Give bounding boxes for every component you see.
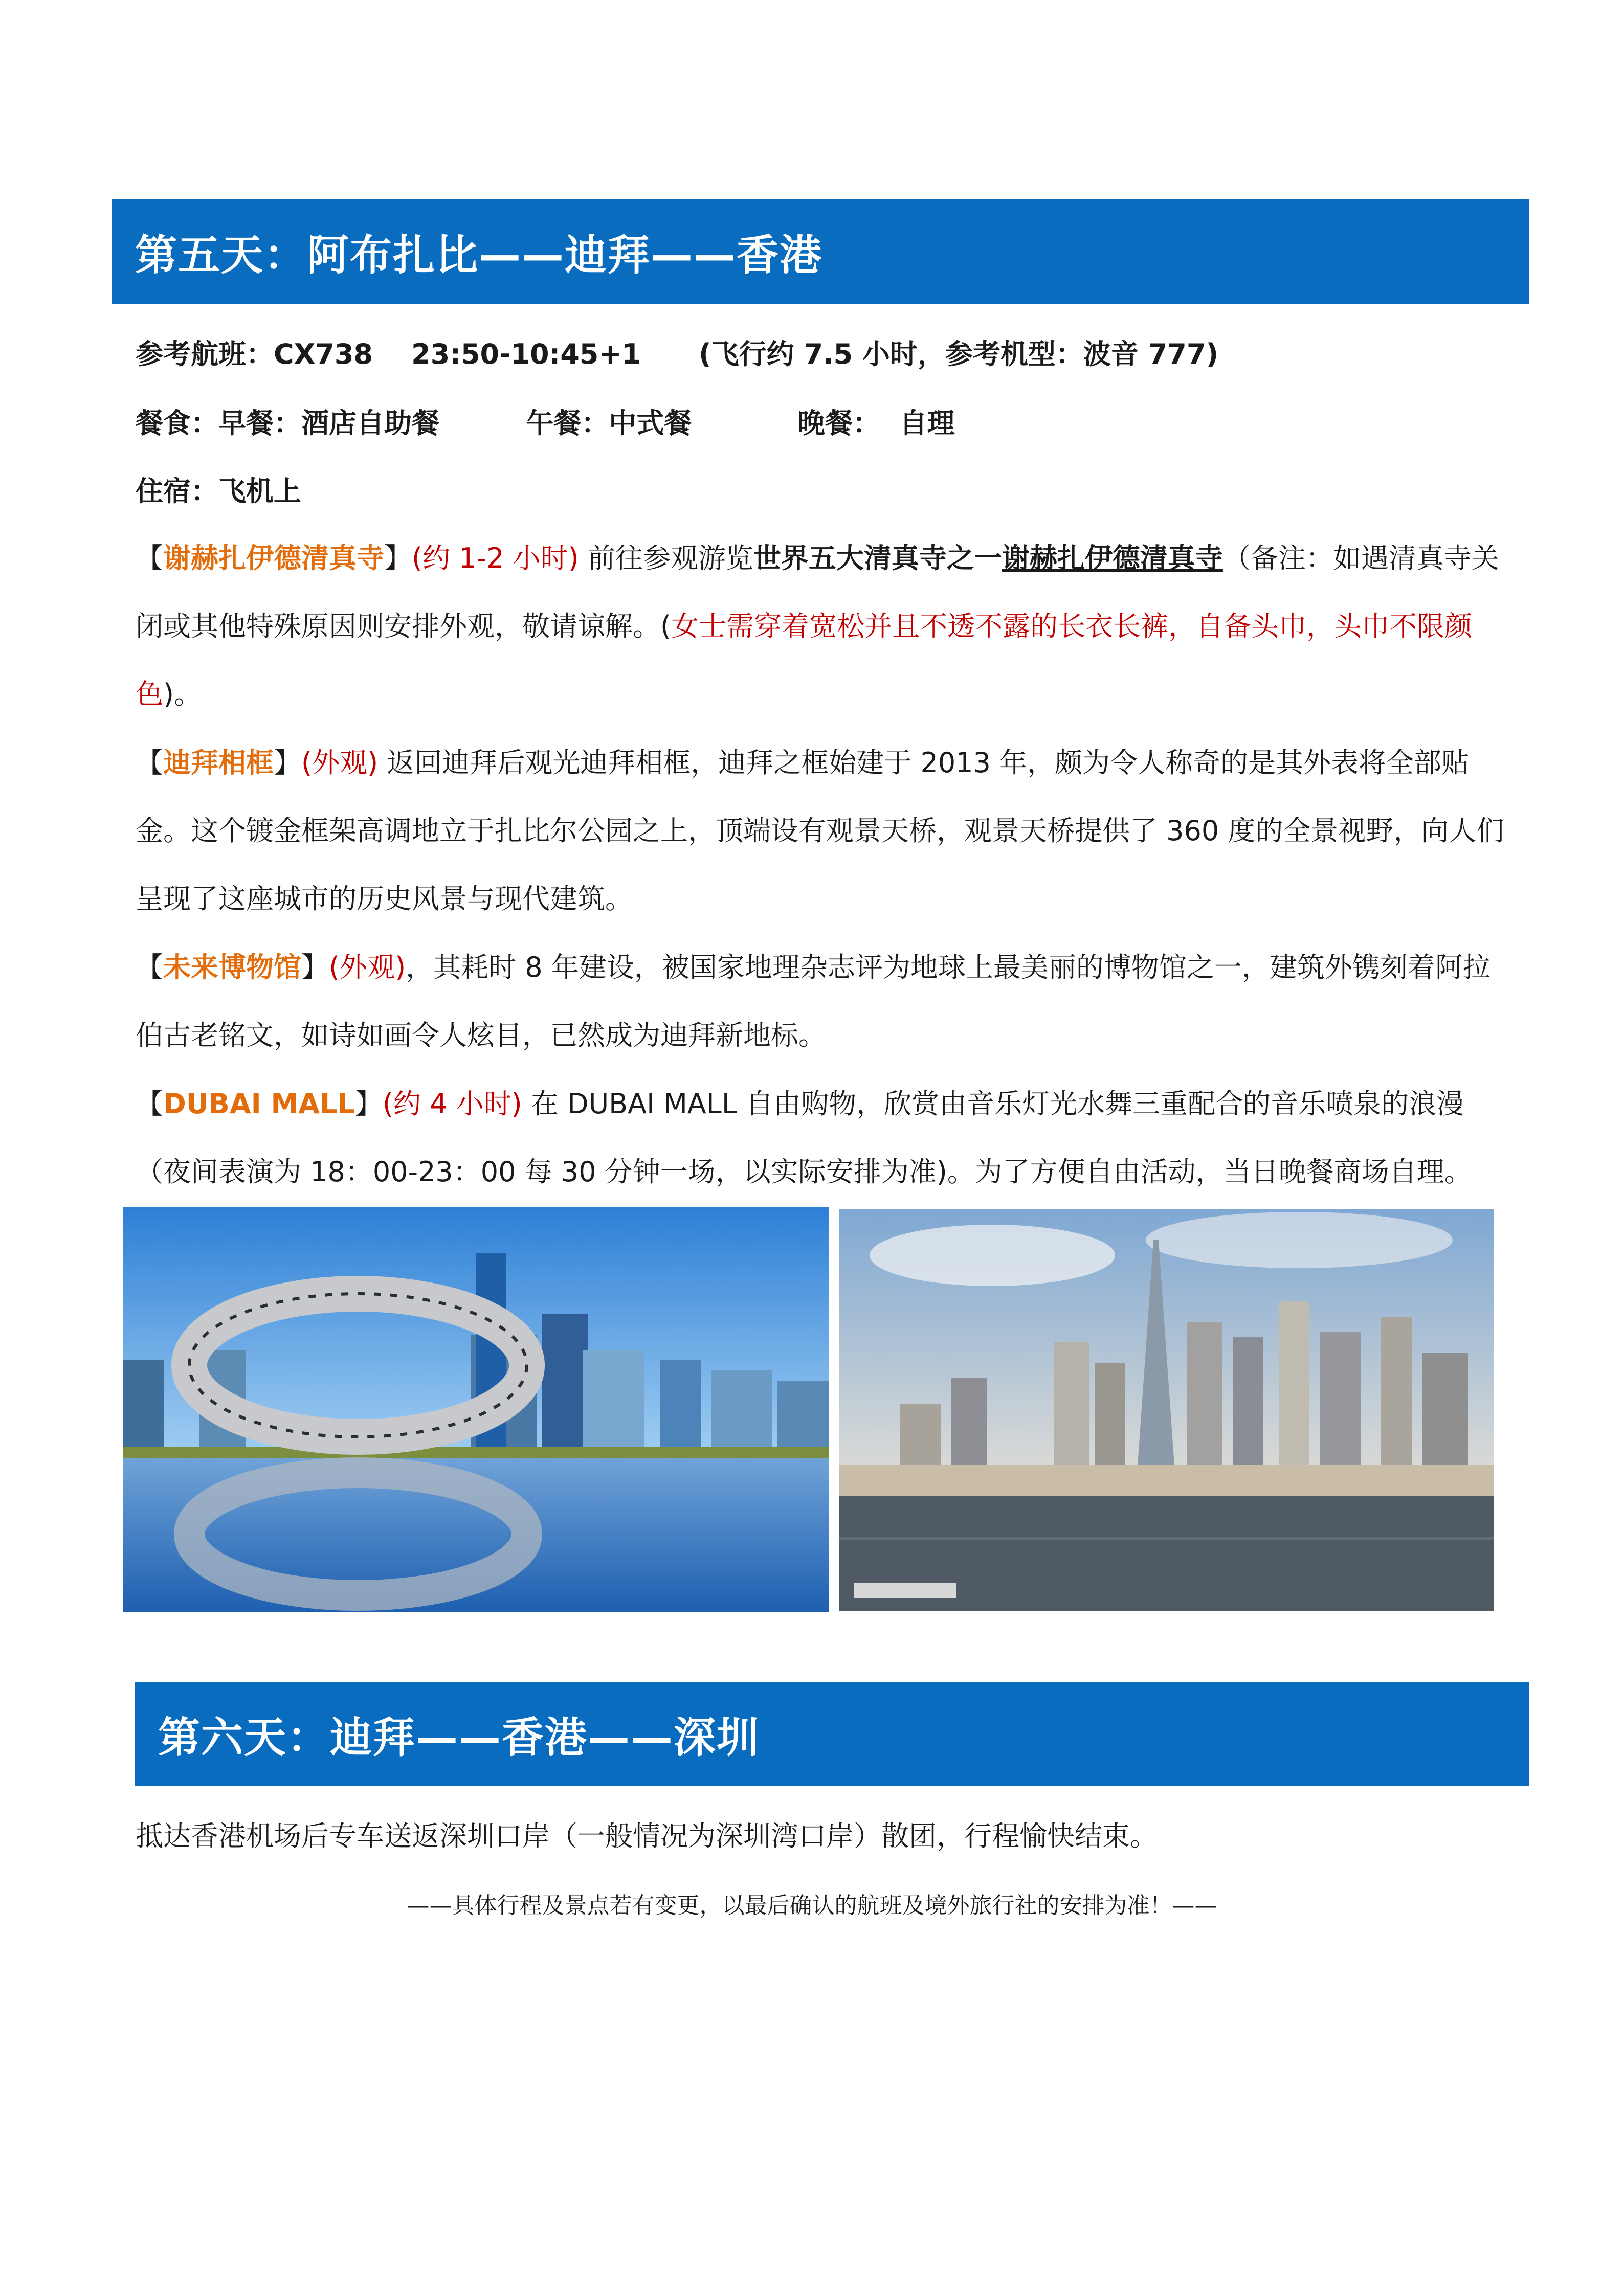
spot-mosque: 【谢赫扎伊德清真寺】(约 1-2 小时) 前往参观游览世界五大清真寺之一谢赫扎伊德清真寺（备注：如遇清真寺关闭或其他特殊原因则安排外观，敬请谅解。(女士需穿着宽松并且不透不露的长衣长裤，自备头巾，头巾不限颜色)。 (136, 542, 1499, 710)
day6-title: 第六天：迪拜——香港——深圳 (158, 1713, 760, 1762)
day6-title-banner (135, 1682, 1529, 1786)
day6-description: 抵达香港机场后专车送返深圳口岸（一般情况为深圳湾口岸）散团，行程愉快结束。 (136, 1820, 1158, 1852)
dubai-skyline-photo (839, 1209, 1494, 1611)
day5-title-banner (112, 199, 1529, 304)
spot-duration: (外观) (301, 747, 379, 779)
lodging-info: 住宿：飞机上 (136, 475, 301, 507)
spot-name: 谢赫扎伊德清真寺 (163, 542, 384, 574)
spot-dubai-frame: 【迪拜相框】(外观) 返回迪拜后观光迪拜相框，迪拜之框始建于 2013 年，颇为令人称奇的是其外表将全部贴金。这个镀金框架高调地立于扎比尔公园之上，顶端设有观景天桥，观景天桥提供了 360 度的全景视野，向人们呈现了这座城市的历史风景与现代建筑。 (136, 747, 1504, 915)
itinerary-disclaimer: ——具体行程及景点若有变更，以最后确认的航班及境外旅行社的安排为准！—— (407, 1893, 1217, 1919)
spot-duration: (约 1-2 小时) (412, 542, 579, 574)
dress-code-note: 女士需穿着宽松并且不透不露的长衣长裤，自备头巾，头巾不限颜色 (136, 610, 1473, 710)
spot-name: 迪拜相框 (163, 747, 274, 779)
spot-name: 未来博物馆 (163, 951, 301, 983)
spot-dubai-mall: 【DUBAI MALL】(约 4 小时) 在 DUBAI MALL 自由购物，欣赏由音乐灯光水舞三重配合的音乐喷泉的浪漫（夜间表演为 18：00-23：00 每 30 分钟一场，以实际安排为准)。为了方便自由活动，当日晚餐商场自理。 (136, 1088, 1472, 1188)
spot-name: DUBAI MALL (163, 1088, 355, 1120)
museum-of-future-photo (123, 1207, 829, 1612)
meals-info: 餐食：早餐：酒店自助餐 午餐：中式餐 晚餐： 自理 (136, 407, 955, 439)
spot-duration: (外观) (329, 951, 406, 983)
day5-title: 第五天：阿布扎比——迪拜——香港 (135, 231, 823, 280)
flight-info: 参考航班：CX738 23:50-10:45+1 (飞行约 7.5 小时，参考机型：波音 777) (136, 338, 1219, 370)
spot-museum-future: 【未来博物馆】(外观)，其耗时 8 年建设，被国家地理杂志评为地球上最美丽的博物馆之一，建筑外镌刻着阿拉伯古老铭文，如诗如画令人炫目，已然成为迪拜新地标。 (136, 951, 1490, 1051)
spot-duration: (约 4 小时) (382, 1088, 522, 1120)
